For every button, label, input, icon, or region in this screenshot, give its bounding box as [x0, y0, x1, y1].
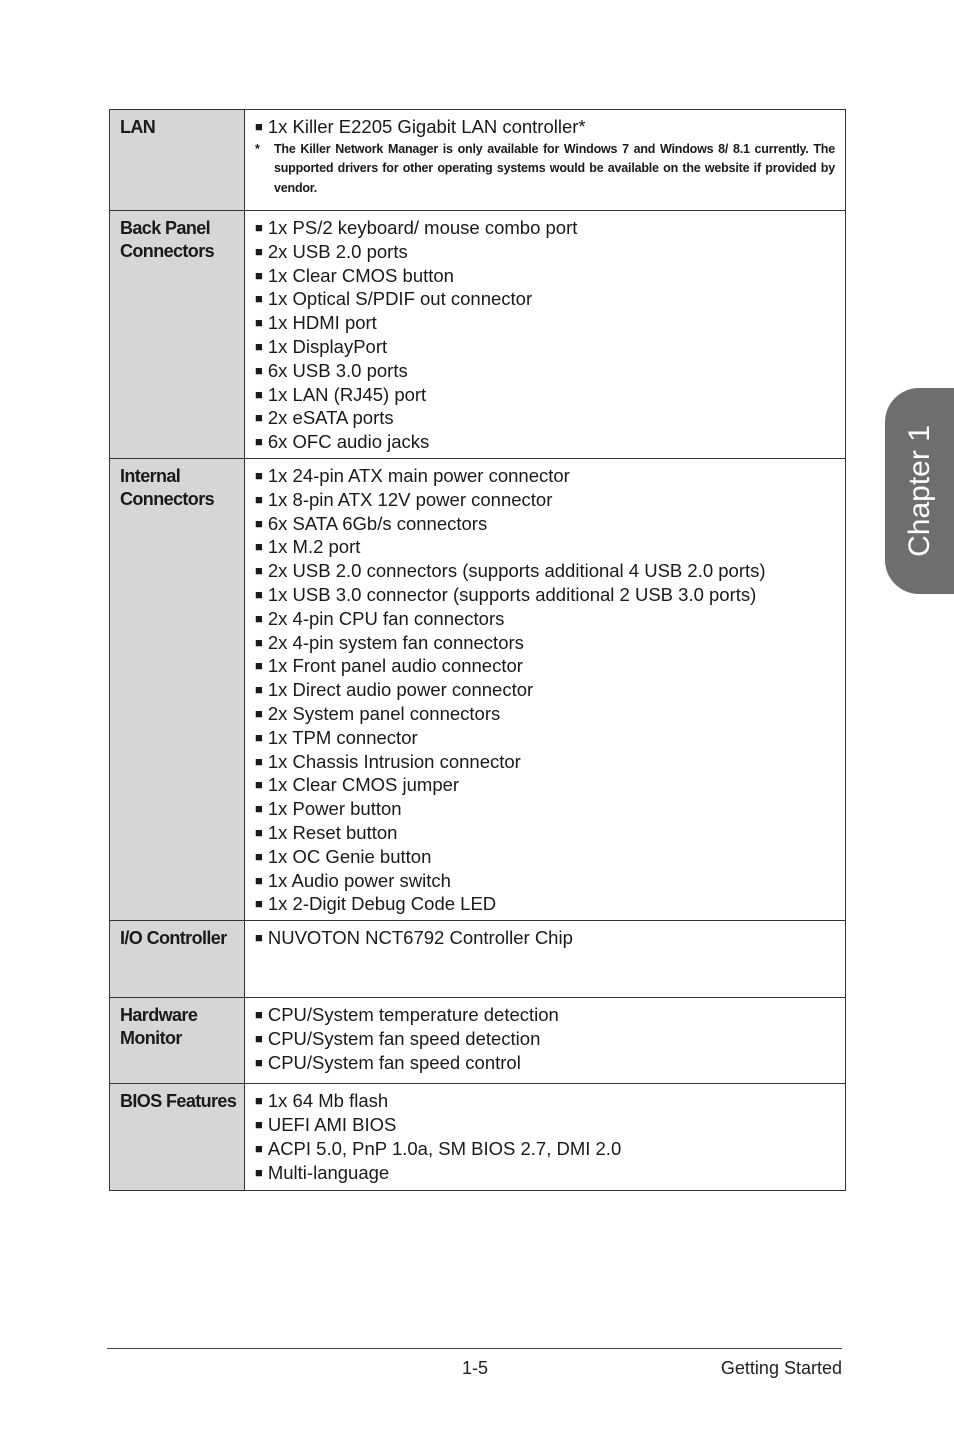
- spec-list: [255, 1004, 835, 1075]
- spec-row-internal-connectors: [110, 458, 846, 920]
- footnote: [255, 140, 835, 202]
- row-values: [245, 110, 846, 211]
- spec-item: ■ 1x 64 Mb flash: [255, 1090, 835, 1114]
- spec-list: [255, 116, 835, 140]
- chapter-tab: [885, 388, 954, 594]
- footnote-marker: *: [255, 141, 260, 156]
- spec-row-hardware-monitor: [110, 998, 846, 1084]
- spec-item: ■ 1x 24-pin ATX main power connector: [255, 465, 835, 489]
- row-values: [245, 458, 846, 920]
- spec-list: [255, 217, 835, 455]
- spec-item: ■ 1x TPM connector: [255, 727, 835, 751]
- spec-item: ■ UEFI AMI BIOS: [255, 1114, 835, 1138]
- spec-item: ■ 2x 4-pin CPU fan connectors: [255, 608, 835, 632]
- spec-item: ■ 1x LAN (RJ45) port: [255, 384, 835, 408]
- spec-item: ■ CPU/System temperature detection: [255, 1004, 835, 1028]
- spec-item: ■ 6x USB 3.0 ports: [255, 360, 835, 384]
- row-values: [245, 1084, 846, 1191]
- spec-item: ■ 1x Audio power switch: [255, 870, 835, 894]
- spec-item: ■ 2x USB 2.0 connectors (supports additional 4 USB 2.0 ports): [255, 560, 835, 584]
- row-values: [245, 921, 846, 998]
- footer-divider: [107, 1348, 842, 1349]
- spec-item: ■ 1x Reset button: [255, 822, 835, 846]
- page-number: 1-5: [462, 1358, 489, 1378]
- spec-list: [255, 1090, 835, 1185]
- spec-item: ■ 1x DisplayPort: [255, 336, 835, 360]
- spec-item: ■ 6x OFC audio jacks: [255, 431, 835, 455]
- spec-item: ■ 1x PS/2 keyboard/ mouse combo port: [255, 217, 835, 241]
- spec-item: ■ NUVOTON NCT6792 Controller Chip: [255, 927, 835, 951]
- spec-item: ■ 2x 4-pin system fan connectors: [255, 632, 835, 656]
- spec-item: ■ 1x OC Genie button: [255, 846, 835, 870]
- row-label: BIOS Features: [110, 1084, 245, 1191]
- spec-item: ■ CPU/System fan speed detection: [255, 1028, 835, 1052]
- section-name: Getting Started: [720, 1358, 842, 1378]
- spec-item: ■ CPU/System fan speed control: [255, 1052, 835, 1076]
- spec-list: [255, 927, 835, 951]
- spec-item: ■ 1x Direct audio power connector: [255, 679, 835, 703]
- spec-item: ■ 2x USB 2.0 ports: [255, 241, 835, 265]
- row-values: [245, 211, 846, 459]
- spec-item: ■ 2x System panel connectors: [255, 703, 835, 727]
- spec-item: ■ 1x HDMI port: [255, 312, 835, 336]
- row-label: Internal Connectors: [110, 458, 245, 920]
- footnote-text: The Killer Network Manager is only available for Windows 7 and Windows 8/ 8.1 currently. The supported drivers for other operating systems would be available on the website if provided by vendor.: [274, 141, 835, 195]
- spec-row-bios-features: [110, 1084, 846, 1191]
- spec-item: ■ Multi-language: [255, 1162, 835, 1186]
- spec-item: ■ 1x Chassis Intrusion connector: [255, 751, 835, 775]
- spec-row-io-controller: [110, 921, 846, 998]
- spec-item: ■ ACPI 5.0, PnP 1.0a, SM BIOS 2.7, DMI 2.0: [255, 1138, 835, 1162]
- row-label: Back Panel Connectors: [110, 211, 245, 459]
- spec-row-back-panel: [110, 211, 846, 459]
- spec-item: ■ 1x 8-pin ATX 12V power connector: [255, 489, 835, 513]
- spec-table: [109, 109, 846, 1191]
- row-label: I/O Controller: [110, 921, 245, 998]
- spec-item: ■ 1x Power button: [255, 798, 835, 822]
- spec-item: ■ 1x Killer E2205 Gigabit LAN controller*: [255, 116, 835, 140]
- spec-item: ■ 1x Optical S/PDIF out connector: [255, 288, 835, 312]
- spec-row-lan: [110, 110, 846, 211]
- spec-list: [255, 465, 835, 917]
- spec-item: ■ 2x eSATA ports: [255, 407, 835, 431]
- spec-item: ■ 6x SATA 6Gb/s connectors: [255, 513, 835, 537]
- spec-item: ■ 1x Clear CMOS jumper: [255, 774, 835, 798]
- spec-item: ■ 1x M.2 port: [255, 536, 835, 560]
- spec-item: ■ 1x 2-Digit Debug Code LED: [255, 893, 835, 917]
- spec-item: ■ 1x Front panel audio connector: [255, 655, 835, 679]
- chapter-tab-label: Chapter 1: [902, 425, 936, 557]
- row-values: [245, 998, 846, 1084]
- row-label: LAN: [110, 110, 245, 211]
- spec-item: ■ 1x USB 3.0 connector (supports additional 2 USB 3.0 ports): [255, 584, 835, 608]
- row-label: Hardware Monitor: [110, 998, 245, 1084]
- spec-item: ■ 1x Clear CMOS button: [255, 265, 835, 289]
